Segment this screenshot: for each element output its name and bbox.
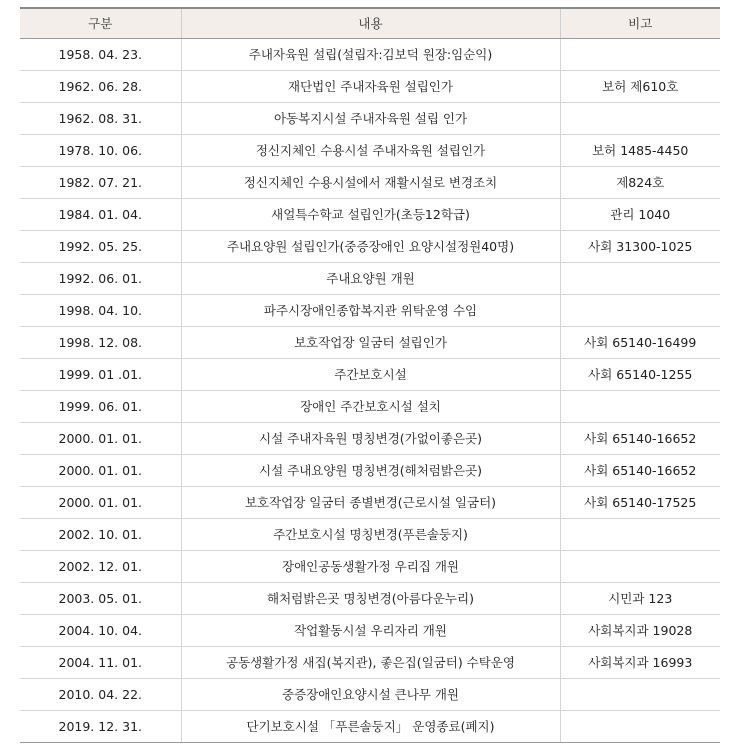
content-cell: 시설 주내자육원 명칭변경(가없이좋은곳) <box>181 422 560 454</box>
date-cell: 1992. 06. 01. <box>20 262 181 294</box>
note-cell: 제824호 <box>560 166 720 198</box>
content-cell: 시설 주내요양원 명칭변경(해처럼밝은곳) <box>181 454 560 486</box>
note-cell <box>560 262 720 294</box>
header-category: 구분 <box>20 8 181 38</box>
table-row <box>20 486 720 518</box>
note-cell: 사회복지과 16993 <box>560 646 720 678</box>
history-table-container <box>20 7 720 743</box>
content-cell: 공동생활가정 새집(복지관), 좋은집(일굼터) 수탁운영 <box>181 646 560 678</box>
note-cell <box>560 102 720 134</box>
table-row <box>20 710 720 742</box>
note-cell: 사회 65140-16652 <box>560 422 720 454</box>
content-cell: 주내요양원 개원 <box>181 262 560 294</box>
content-cell: 보호작업장 일굼터 설립인가 <box>181 326 560 358</box>
date-cell: 2000. 01. 01. <box>20 486 181 518</box>
content-cell: 단기보호시설 「푸른솔둥지」 운영종료(폐지) <box>181 710 560 742</box>
table-row <box>20 422 720 454</box>
date-cell: 1978. 10. 06. <box>20 134 181 166</box>
table-header-row <box>20 8 720 38</box>
date-cell: 2004. 10. 04. <box>20 614 181 646</box>
table-row <box>20 230 720 262</box>
note-cell: 사회 65140-16652 <box>560 454 720 486</box>
date-cell: 1984. 01. 04. <box>20 198 181 230</box>
content-cell: 주내요양원 설립인가(중증장애인 요양시설정원40명) <box>181 230 560 262</box>
content-cell: 보호작업장 일굼터 종별변경(근로시설 일굼터) <box>181 486 560 518</box>
content-cell: 작업활동시설 우리자리 개원 <box>181 614 560 646</box>
note-cell: 보허 1485-4450 <box>560 134 720 166</box>
date-cell: 1992. 05. 25. <box>20 230 181 262</box>
table-row <box>20 390 720 422</box>
note-cell: 사회복지과 19028 <box>560 614 720 646</box>
table-row <box>20 294 720 326</box>
date-cell: 1998. 12. 08. <box>20 326 181 358</box>
date-cell: 2000. 01. 01. <box>20 422 181 454</box>
content-cell: 정신지체인 수용시설 주내자육원 설립인가 <box>181 134 560 166</box>
date-cell: 1958. 04. 23. <box>20 38 181 70</box>
table-row <box>20 582 720 614</box>
date-cell: 1962. 08. 31. <box>20 102 181 134</box>
content-cell: 아동복지시설 주내자육원 설립 인가 <box>181 102 560 134</box>
content-cell: 재단법인 주내자육원 설립인가 <box>181 70 560 102</box>
note-cell <box>560 710 720 742</box>
note-cell <box>560 294 720 326</box>
note-cell <box>560 518 720 550</box>
table-row <box>20 614 720 646</box>
content-cell: 새얼특수학교 설립인가(초등12학급) <box>181 198 560 230</box>
note-cell: 사회 65140-1255 <box>560 358 720 390</box>
note-cell: 사회 65140-17525 <box>560 486 720 518</box>
content-cell: 장애인공동생활가정 우리집 개원 <box>181 550 560 582</box>
table-row <box>20 166 720 198</box>
content-cell: 중증장애인요양시설 큰나무 개원 <box>181 678 560 710</box>
note-cell: 보허 제610호 <box>560 70 720 102</box>
date-cell: 1998. 04. 10. <box>20 294 181 326</box>
table-row <box>20 550 720 582</box>
table-row <box>20 518 720 550</box>
content-cell: 주내자육원 설립(설립자:김보덕 원장:임순익) <box>181 38 560 70</box>
history-table <box>20 7 720 743</box>
date-cell: 1999. 01 .01. <box>20 358 181 390</box>
table-row <box>20 198 720 230</box>
table-row <box>20 454 720 486</box>
table-row <box>20 134 720 166</box>
note-cell <box>560 390 720 422</box>
date-cell: 2010. 04. 22. <box>20 678 181 710</box>
note-cell <box>560 678 720 710</box>
note-cell <box>560 550 720 582</box>
date-cell: 2004. 11. 01. <box>20 646 181 678</box>
date-cell: 1962. 06. 28. <box>20 70 181 102</box>
content-cell: 주간보호시설 명칭변경(푸른솔둥지) <box>181 518 560 550</box>
content-cell: 해처럼밝은곳 명칭변경(아름다운누리) <box>181 582 560 614</box>
content-cell: 파주시장애인종합복지관 위탁운영 수임 <box>181 294 560 326</box>
table-row <box>20 678 720 710</box>
date-cell: 2000. 01. 01. <box>20 454 181 486</box>
table-row <box>20 358 720 390</box>
table-row <box>20 262 720 294</box>
note-cell: 관리 1040 <box>560 198 720 230</box>
table-body <box>20 38 720 742</box>
content-cell: 주간보호시설 <box>181 358 560 390</box>
content-cell: 정신지체인 수용시설에서 재활시설로 변경조치 <box>181 166 560 198</box>
date-cell: 2019. 12. 31. <box>20 710 181 742</box>
date-cell: 2003. 05. 01. <box>20 582 181 614</box>
header-content: 내용 <box>181 8 560 38</box>
table-row <box>20 326 720 358</box>
date-cell: 1982. 07. 21. <box>20 166 181 198</box>
date-cell: 1999. 06. 01. <box>20 390 181 422</box>
content-cell: 장애인 주간보호시설 설치 <box>181 390 560 422</box>
note-cell: 시민과 123 <box>560 582 720 614</box>
note-cell: 사회 31300-1025 <box>560 230 720 262</box>
date-cell: 2002. 10. 01. <box>20 518 181 550</box>
note-cell: 사회 65140-16499 <box>560 326 720 358</box>
table-row <box>20 38 720 70</box>
table-row <box>20 102 720 134</box>
table-row <box>20 70 720 102</box>
table-row <box>20 646 720 678</box>
note-cell <box>560 38 720 70</box>
header-note: 비고 <box>560 8 720 38</box>
date-cell: 2002. 12. 01. <box>20 550 181 582</box>
